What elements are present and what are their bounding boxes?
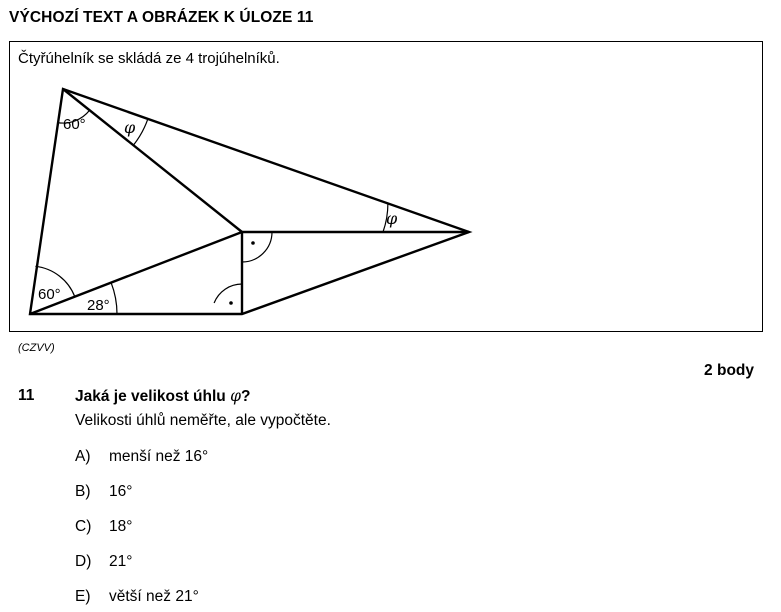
option-letter: A) [75,448,91,465]
question-subtext: Velikosti úhlů neměřte, ale vypočtěte. [75,412,331,429]
intro-text: Čtyřúhelník se skládá ze 4 trojúhelníků. [18,50,280,67]
angle-label-bottom-28: 28° [87,297,110,314]
option-text: menší než 16° [109,448,209,465]
option-text: větší než 21° [109,588,199,605]
points-label: 2 body [704,362,754,379]
right-angle-top [242,232,272,262]
right-angle-dot-bottom [229,301,233,305]
question-text-prefix: Jaká je velikost úhlu [75,388,231,405]
option-e[interactable] [75,588,199,606]
option-text: 18° [109,518,133,535]
question-number: 11 [18,387,35,404]
quadrilateral-outline [30,89,469,314]
section-heading: VÝCHOZÍ TEXT A OBRÁZEK K ÚLOZE 11 [9,9,314,26]
option-letter: E) [75,588,91,605]
angle-label-bottom-60: 60° [38,286,61,303]
right-angle-bottom [214,284,242,303]
arc-top-phi [133,119,148,145]
question-phi: φ [230,387,241,405]
option-letter: B) [75,483,91,500]
source-note: (CZVV) [18,342,55,354]
option-letter: D) [75,553,92,570]
segment-bottom-left-to-inner [30,232,242,314]
question-text [75,387,250,406]
option-a[interactable] [75,448,208,466]
angle-label-top-phi: φ [124,118,136,137]
quadrilateral-figure [10,42,764,333]
right-angle-dot-top [251,241,255,245]
question-text-suffix: ? [240,388,251,405]
option-text: 16° [109,483,133,500]
option-b[interactable] [75,483,132,501]
angle-label-top-60: 60° [63,116,86,133]
angle-label-right-phi: φ [386,209,398,228]
arc-bottom-28 [111,283,117,314]
option-c[interactable] [75,518,132,536]
option-d[interactable] [75,553,132,571]
option-text: 21° [109,553,133,570]
option-letter: C) [75,518,92,535]
figure-box [9,41,763,332]
